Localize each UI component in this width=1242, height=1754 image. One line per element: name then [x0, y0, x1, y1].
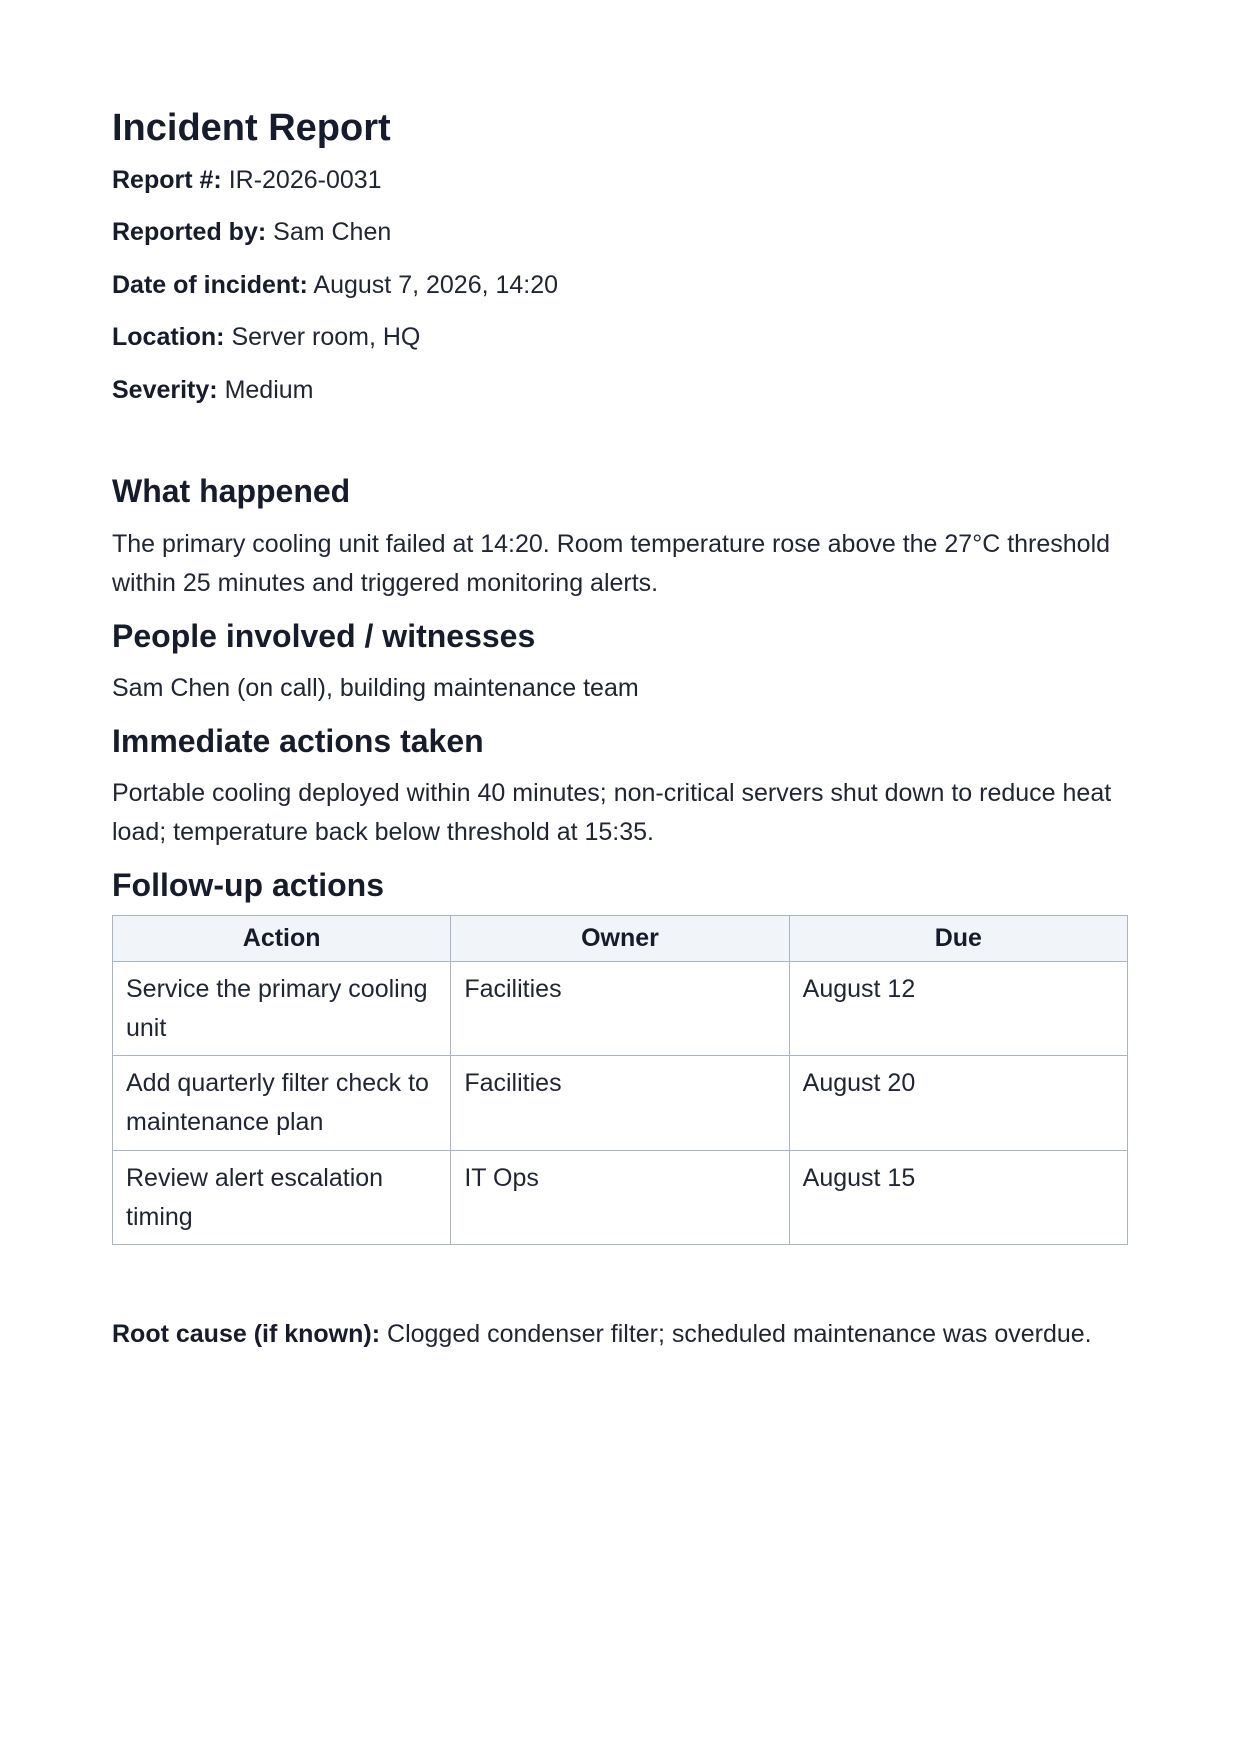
meta-value: August 7, 2026, 14:20 [313, 270, 559, 299]
column-header-action: Action [113, 915, 451, 961]
people-text: Sam Chen (on call), building maintenance team [112, 674, 639, 703]
root-cause [112, 1315, 1128, 1355]
table-row [113, 961, 1128, 1056]
meta-report-number [112, 164, 1128, 197]
meta-label: Report #: [112, 165, 222, 194]
meta-severity [112, 374, 1128, 407]
what-happened-heading: What happened [112, 473, 351, 510]
section-spacer [112, 426, 1128, 472]
owner-cell: Facilities [451, 961, 789, 1056]
meta-value: Server room, HQ [231, 323, 421, 352]
meta-label: Location: [112, 323, 225, 352]
meta-label: Date of incident: [112, 270, 308, 299]
document-title: Incident Report [112, 107, 391, 149]
action-cell: Add quarterly filter check to maintenance plan [113, 1056, 451, 1151]
immediate-actions-text: Portable cooling deployed within 40 minutes; non-critical servers shut down to reduce heat load; temperature back below threshold at 15:35. [112, 779, 1112, 847]
action-cell: Service the primary cooling unit [113, 961, 451, 1056]
due-cell: August 20 [789, 1056, 1127, 1151]
due-cell: August 15 [789, 1150, 1127, 1245]
column-header-owner: Owner [451, 915, 789, 961]
table-row [113, 1150, 1128, 1245]
follow-up-table [112, 915, 1128, 1246]
meta-label: Reported by: [112, 218, 267, 247]
meta-location [112, 321, 1128, 354]
due-cell: August 12 [789, 961, 1127, 1056]
root-cause-label: Root cause (if known): [112, 1320, 381, 1349]
meta-value: Medium [224, 375, 314, 404]
column-header-due: Due [789, 915, 1127, 961]
owner-cell: IT Ops [451, 1150, 789, 1245]
document-page [112, 108, 1128, 1355]
table-header-row [113, 915, 1128, 961]
action-cell: Review alert escalation timing [113, 1150, 451, 1245]
table-row [113, 1056, 1128, 1151]
root-cause-value: Clogged condenser filter; scheduled maintenance was overdue. [387, 1320, 1092, 1349]
meta-value: IR-2026-0031 [228, 165, 382, 194]
meta-date-of-incident [112, 269, 1128, 302]
meta-reported-by [112, 216, 1128, 249]
meta-label: Severity: [112, 375, 218, 404]
immediate-actions-heading: Immediate actions taken [112, 723, 484, 760]
owner-cell: Facilities [451, 1056, 789, 1151]
meta-value: Sam Chen [273, 218, 392, 247]
people-heading: People involved / witnesses [112, 617, 536, 654]
follow-up-heading: Follow-up actions [112, 867, 384, 904]
what-happened-text: The primary cooling unit failed at 14:20. Room temperature rose above the 27°C threshold within 25 minutes and triggered monitoring alerts. [112, 529, 1111, 597]
